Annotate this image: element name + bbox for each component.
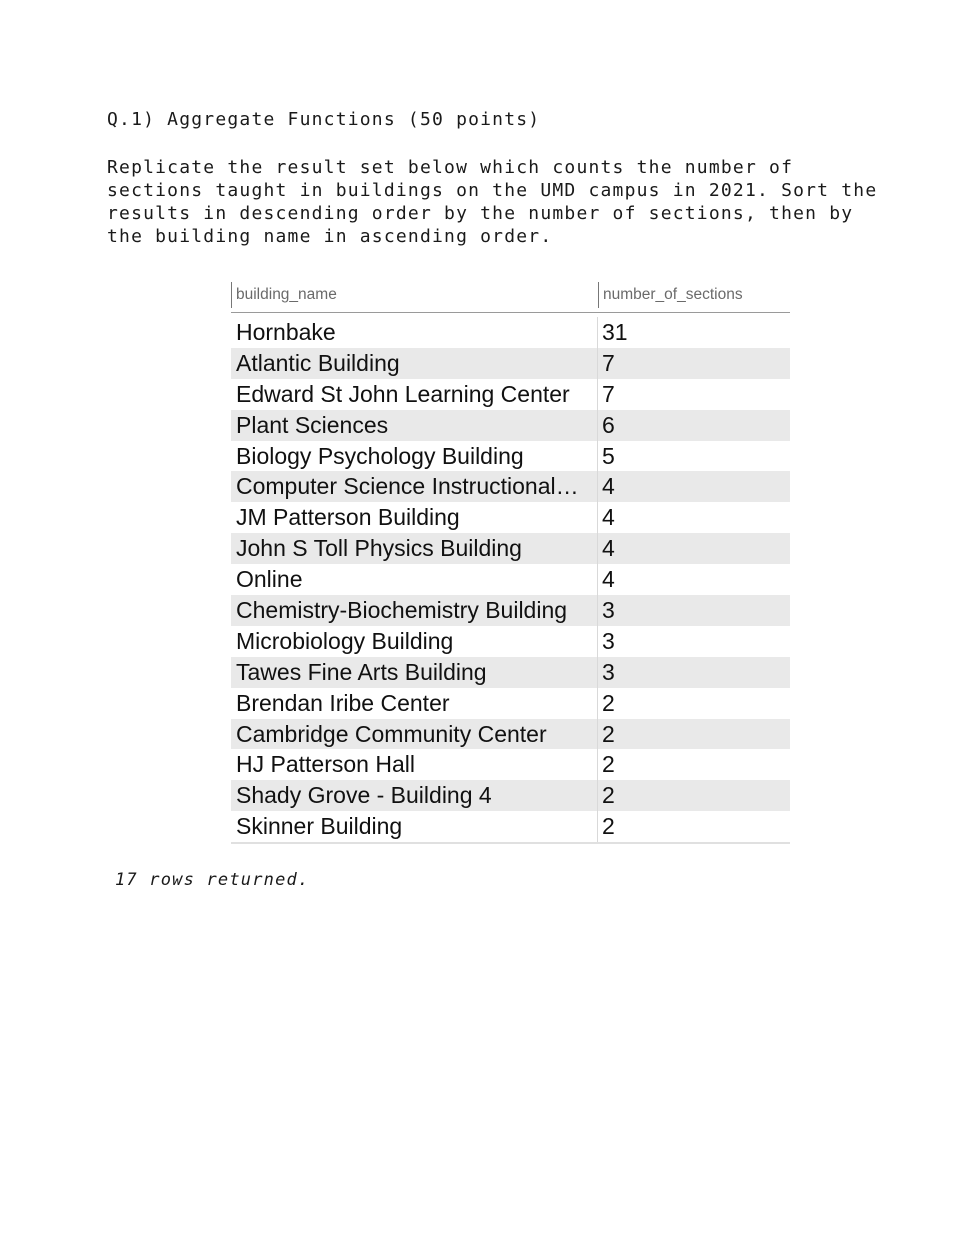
cell-number-of-sections: 2 — [602, 720, 615, 747]
table-row[interactable] — [231, 780, 790, 811]
cell-number-of-sections: 6 — [602, 411, 615, 438]
cell-building-name: Tawes Fine Arts Building — [231, 657, 598, 688]
cell-number-of-sections: 4 — [602, 473, 615, 500]
cell-number-of-sections: 3 — [602, 627, 615, 654]
cell-number-of-sections: 7 — [602, 349, 615, 376]
table-row[interactable] — [231, 317, 790, 348]
column-header-number-of-sections[interactable]: number_of_sections — [598, 282, 790, 308]
row-count-text: 17 rows returned. — [115, 870, 310, 890]
cell-number-of-sections: 2 — [602, 689, 615, 716]
table-row[interactable] — [231, 719, 790, 750]
table-row[interactable] — [231, 471, 790, 502]
cell-number-of-sections: 2 — [602, 782, 615, 809]
table-row[interactable] — [231, 348, 790, 379]
cell-building-name: John S Toll Physics Building — [231, 533, 598, 564]
cell-building-name: Microbiology Building — [231, 626, 598, 657]
cell-number-of-sections: 4 — [602, 535, 615, 562]
table-row[interactable] — [231, 379, 790, 410]
table-row[interactable] — [231, 626, 790, 657]
table-row[interactable] — [231, 410, 790, 441]
cell-number-of-sections: 31 — [602, 319, 628, 345]
cell-building-name: Skinner Building — [231, 811, 598, 842]
table-row[interactable] — [231, 595, 790, 626]
cell-building-name: Shady Grove - Building 4 — [231, 780, 598, 811]
column-header-building-name[interactable]: building_name — [231, 282, 598, 308]
cell-number-of-sections: 2 — [602, 813, 615, 840]
cell-building-name: Brendan Iribe Center — [231, 688, 598, 719]
cell-number-of-sections: 7 — [602, 380, 615, 407]
table-row[interactable] — [231, 657, 790, 688]
cell-number-of-sections: 4 — [602, 566, 615, 593]
table-row[interactable] — [231, 688, 790, 719]
cell-building-name: Hornbake — [231, 317, 598, 348]
cell-number-of-sections: 5 — [602, 442, 615, 469]
cell-building-name: Plant Sciences — [231, 410, 598, 441]
cell-building-name: Edward St John Learning Center — [231, 379, 598, 410]
cell-building-name: Chemistry-Biochemistry Building — [231, 595, 598, 626]
grid-header — [231, 280, 790, 313]
table-row[interactable] — [231, 749, 790, 780]
cell-building-name: Online — [231, 564, 598, 595]
question-instructions: Replicate the result set below which counts the number of sections taught in buildings on the UMD campus in 2021. Sort the results in descending order by the number of sections, then by the building name in ascending order. — [107, 157, 878, 247]
cell-building-name: JM Patterson Building — [231, 502, 598, 533]
cell-building-name: Atlantic Building — [231, 348, 598, 379]
question-title: Q.1) Aggregate Functions (50 points) — [107, 109, 541, 130]
result-grid — [231, 280, 790, 844]
cell-number-of-sections: 2 — [602, 751, 615, 778]
cell-number-of-sections: 3 — [602, 597, 615, 624]
cell-number-of-sections: 4 — [602, 504, 615, 531]
grid-body — [231, 317, 790, 844]
cell-building-name: Computer Science Instructional… — [231, 471, 598, 502]
table-row[interactable] — [231, 533, 790, 564]
cell-number-of-sections: 3 — [602, 658, 615, 685]
table-row[interactable] — [231, 564, 790, 595]
cell-building-name: HJ Patterson Hall — [231, 749, 598, 780]
table-row[interactable] — [231, 441, 790, 472]
table-row[interactable] — [231, 811, 790, 842]
table-row[interactable] — [231, 502, 790, 533]
cell-building-name: Biology Psychology Building — [231, 441, 598, 472]
cell-building-name: Cambridge Community Center — [231, 719, 598, 750]
